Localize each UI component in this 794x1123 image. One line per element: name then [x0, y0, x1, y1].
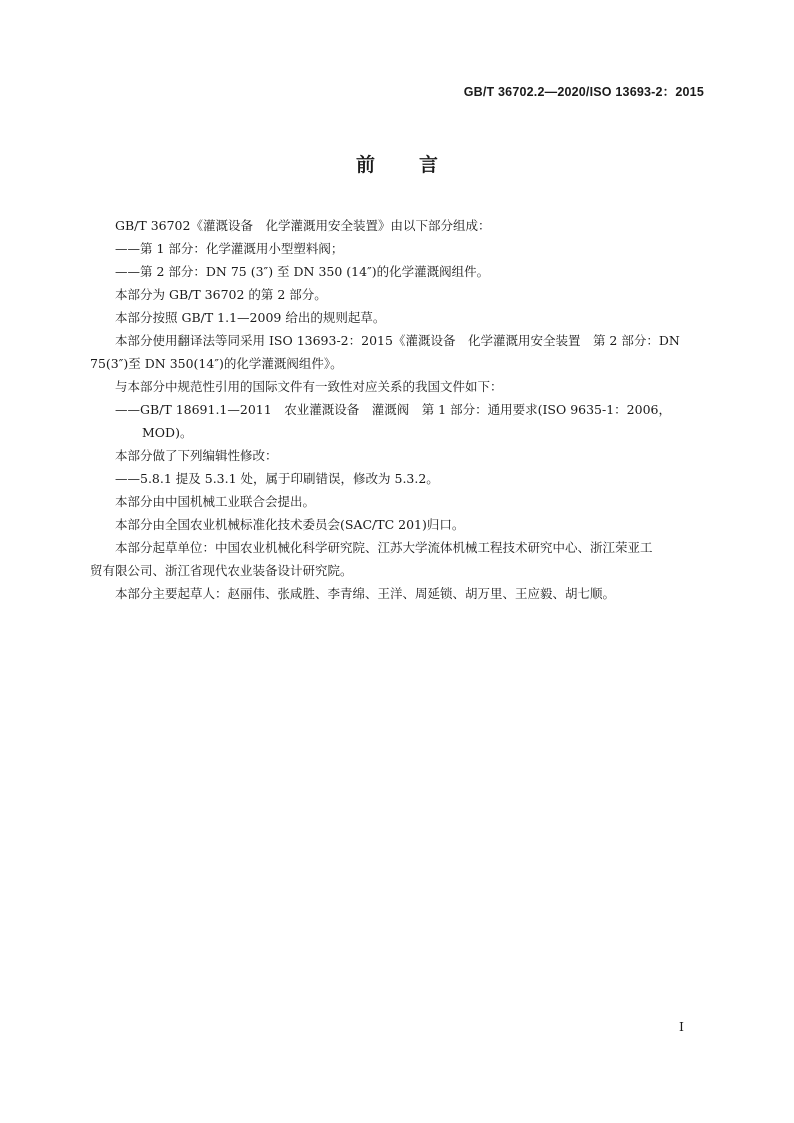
paragraph-editorial-changes: 本部分做了下列编辑性修改：: [115, 448, 278, 463]
list-item-part-1: ——第 1 部分：化学灌溉用小型塑料阀；: [115, 241, 344, 256]
list-item-correction: ——5.8.1 提及 5.3.1 处，属于印刷错误，修改为 5.3.2。: [115, 471, 439, 486]
paragraph-composition: GB/T 36702《灌溉设备 化学灌溉用安全装置》由以下部分组成：: [115, 218, 491, 233]
paragraph-part-of: 本部分为 GB/T 36702 的第 2 部分。: [115, 287, 327, 302]
paragraph-adoption: 本部分使用翻译法等同采用 ISO 13693-2：2015《灌溉设备 化学灌溉用安全装置 第 2 部分：DN 75(3″)至 DN 350(14″)的化学灌溉阀组件》。: [90, 333, 680, 371]
paragraph-correspondence: 与本部分中规范性引用的国际文件有一致性对应关系的我国文件如下：: [115, 379, 503, 394]
foreword-body: [90, 214, 706, 605]
page-title: 前言: [355, 154, 482, 176]
paragraph-drafters: 本部分主要起草人：赵丽伟、张咸胜、李青绵、王洋、周延锁、胡万里、王应毅、胡七顺。: [115, 586, 616, 601]
standard-code-header: GB/T 36702.2—2020/ISO 13693-2：2015: [463, 85, 704, 99]
paragraph-centralized-by: 本部分由全国农业机械标准化技术委员会(SAC/TC 201)归口。: [115, 517, 465, 532]
page-number: I: [679, 1019, 684, 1034]
list-item-part-2: ——第 2 部分：DN 75 (3″) 至 DN 350 (14″)的化学灌溉阀组件。: [115, 264, 490, 279]
paragraph-drafting-units: 本部分起草单位：中国农业机械化科学研究院、江苏大学流体机械工程技术研究中心、浙江荣亚工 贸有限公司、浙江省现代农业装备设计研究院。: [90, 540, 653, 578]
paragraph-proposed-by: 本部分由中国机械工业联合会提出。: [115, 494, 316, 509]
list-item-reference-doc: ——GB/T 18691.1—2011 农业灌溉设备 灌溉阀 第 1 部分：通用要求(ISO 9635-1：2006， MOD)。: [115, 402, 671, 440]
paragraph-drafting-rules: 本部分按照 GB/T 1.1—2009 给出的规则起草。: [115, 310, 386, 325]
